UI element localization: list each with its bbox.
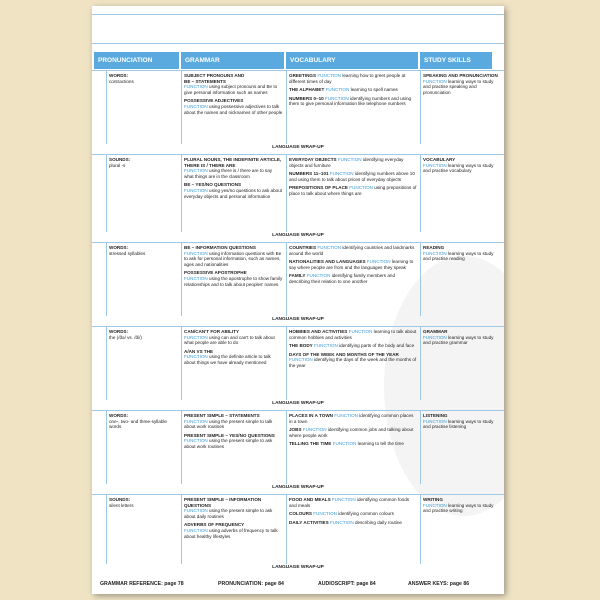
vocabulary-item-title: COLOURS <box>289 511 312 517</box>
grammar-item-text: using subject pronouns and Be to give personal information such as names <box>184 84 278 95</box>
grammar-item <box>184 522 283 539</box>
grammar-item-text: using there is / there are to say what things are in the classroom <box>184 168 273 179</box>
pronunciation-cell <box>106 242 180 262</box>
function-label: FUNCTION <box>313 511 337 517</box>
vocabulary-item-text: identifying common jobs and talking about where people work <box>289 427 414 438</box>
function-label: FUNCTION <box>329 519 354 525</box>
pronunciation-sub: plural -s <box>109 162 126 168</box>
language-wrap-up: LANGUAGE WRAP-UP <box>272 317 324 322</box>
grammar-item-title-line2: BE – STATEMENTS <box>184 78 226 84</box>
vocabulary-item <box>289 273 417 284</box>
vocabulary-item-text: learning to talk about common hobbies and activities <box>289 329 417 340</box>
function-label: FUNCTION <box>349 185 373 191</box>
language-wrap-up: LANGUAGE WRAP-UP <box>272 485 324 490</box>
vocabulary-item-title: THE BODY <box>289 343 313 349</box>
function-label: FUNCTION <box>423 78 447 84</box>
study-skill-title: SPEAKING AND PRONUNCIATION <box>423 73 498 78</box>
grammar-item <box>184 329 283 346</box>
language-wrap-up: LANGUAGE WRAP-UP <box>272 145 324 150</box>
function-label: FUNCTION <box>325 95 349 101</box>
language-wrap-up: LANGUAGE WRAP-UP <box>272 233 324 238</box>
footer-grammar-reference: GRAMMAR REFERENCE: page 78 <box>100 581 184 587</box>
grammar-item-title: ADVERBS OF FREQUENCY <box>184 522 245 528</box>
grammar-item <box>184 157 283 179</box>
study-skill-title: GRAMMAR <box>423 329 448 334</box>
study-skill-title: LISTENING <box>423 413 448 418</box>
vocabulary-item-title: HOBBIES AND ACTIVITIES <box>289 329 348 334</box>
function-label: FUNCTION <box>184 334 208 340</box>
vocabulary-item-text: using prepositions of place to talk about where things are <box>289 185 417 196</box>
vocabulary-item-text: describing daily routine <box>354 519 402 525</box>
pronunciation-cell <box>106 410 180 436</box>
pronunciation-sub: one-, two- and three-syllable words <box>109 418 167 430</box>
top-banner-box <box>92 14 504 44</box>
grammar-item-title: POSSESSIVE ADJECTIVES <box>184 98 244 104</box>
header-grammar: GRAMMAR <box>181 52 284 69</box>
study-skill-text: learning ways to study and practise writing <box>423 502 494 514</box>
pronunciation-head: SOUNDS: <box>109 497 131 502</box>
pronunciation-sub: contractions <box>109 78 134 84</box>
pronunciation-cell <box>106 70 180 90</box>
vocabulary-item-title: NUMBERS 0–10 <box>289 95 324 101</box>
vocabulary-item <box>289 171 417 182</box>
function-label: FUNCTION <box>184 438 208 444</box>
vocabulary-item <box>289 245 417 256</box>
vocabulary-item <box>289 73 417 84</box>
vocabulary-item <box>289 427 417 438</box>
pronunciation-cell <box>106 154 180 174</box>
function-label: FUNCTION <box>289 357 313 363</box>
language-wrap-up: LANGUAGE WRAP-UP <box>272 565 324 570</box>
function-label: FUNCTION <box>337 157 362 162</box>
vocabulary-item <box>289 511 417 517</box>
grammar-item-text: using information questions with Be to ask for personal information, such as names, ages and nationalities <box>184 250 282 267</box>
vocabulary-item-text: identifying family members and describing their relation to one another <box>289 273 396 284</box>
grammar-item <box>184 433 283 450</box>
study-skill-text: learning ways to study and practise speaking and pronunciation <box>423 78 494 95</box>
study-skill-cell <box>420 494 504 517</box>
vocabulary-cell <box>286 242 420 291</box>
grammar-item <box>184 497 283 519</box>
function-label: FUNCTION <box>184 354 208 360</box>
function-label: FUNCTION <box>317 73 342 78</box>
vocabulary-item-text: identifying numbers and using them to give personal information like telephone numbers <box>289 95 412 107</box>
function-label: FUNCTION <box>306 273 331 279</box>
vocabulary-item-text: identifying the days of the week and the months of the year <box>289 357 417 368</box>
grammar-item-text: using the present simple to ask about daily routines <box>184 508 273 519</box>
study-skill-text: learning ways to study and practise vocabulary <box>423 162 494 174</box>
grammar-item-text: using the present simple to talk about work routines <box>184 418 273 430</box>
grammar-cell <box>181 242 286 293</box>
vocabulary-cell <box>286 410 420 453</box>
grammar-item <box>184 413 283 430</box>
vocabulary-item-title: TELLING THE TIME <box>289 441 332 447</box>
grammar-item <box>184 98 283 115</box>
function-label: FUNCTION <box>184 418 208 424</box>
vocabulary-item-text: learning to tell the time <box>357 441 404 447</box>
vocabulary-item-title: EVERYDAY OBJECTS <box>289 157 337 162</box>
function-label: FUNCTION <box>329 171 354 177</box>
function-label: FUNCTION <box>314 343 338 349</box>
study-skill-cell <box>420 410 504 433</box>
function-label: FUNCTION <box>331 497 356 502</box>
grammar-item-text: using can and can't to talk about what people are able to do <box>184 334 275 346</box>
vocabulary-item-title: FOOD AND MEALS <box>289 497 331 502</box>
vocabulary-item-text: identifying common places in a town <box>289 413 414 424</box>
vocabulary-item <box>289 520 417 526</box>
vocabulary-item-title: THE ALPHABET <box>289 87 325 93</box>
vocabulary-item <box>289 497 417 508</box>
language-wrap-up: LANGUAGE WRAP-UP <box>272 401 324 406</box>
vocabulary-item-text: identifying numbers above 10 and using them to talk about prices of everyday objects <box>289 171 415 182</box>
vocabulary-item <box>289 441 417 447</box>
function-label: FUNCTION <box>184 275 208 281</box>
vocabulary-item-text: learning to spell names <box>350 87 398 93</box>
vocabulary-item-title: GREETINGS <box>289 73 317 78</box>
vocabulary-item-title: NATIONALITIES AND LANGUAGES <box>289 259 366 265</box>
vocabulary-item-text: identifying common foods and meals <box>289 497 410 508</box>
grammar-cell <box>181 326 286 372</box>
vocabulary-item-text: learning to say where people are from and the languages they speak <box>289 259 414 270</box>
vocabulary-item <box>289 96 417 107</box>
grammar-item <box>184 73 283 95</box>
grammar-item <box>184 270 283 287</box>
study-skill-cell <box>420 242 504 265</box>
vocabulary-item <box>289 329 417 340</box>
pronunciation-head: WORDS: <box>109 329 129 334</box>
vocabulary-item-text: identifying everyday objects and furniture <box>289 157 404 168</box>
pronunciation-sub: the (/ðə/ vs. /ði/) <box>109 334 142 340</box>
study-skill-text: learning ways to study and practise listening <box>423 418 494 430</box>
vocabulary-cell <box>286 326 420 375</box>
grammar-cell <box>181 70 286 121</box>
grammar-item-title: PRESENT SIMPLE – STATEMENTS <box>184 413 260 418</box>
grammar-item-title: PLURAL NOUNS, THE INDEFINITE ARTICLE, THERE IS / THERE ARE <box>184 157 282 168</box>
vocabulary-item <box>289 343 417 349</box>
function-label: FUNCTION <box>184 527 208 533</box>
pronunciation-head: WORDS: <box>109 413 129 418</box>
vocabulary-cell <box>286 70 420 113</box>
function-label: FUNCTION <box>302 427 327 433</box>
study-skill-text: learning ways to study and practise grammar <box>423 334 494 346</box>
function-label: FUNCTION <box>423 162 447 168</box>
vocabulary-item <box>289 259 417 270</box>
pronunciation-cell <box>106 494 180 514</box>
grammar-item-text: using yes/no questions to ask about everyday objects and personal information <box>184 187 283 199</box>
vocabulary-item <box>289 185 417 196</box>
grammar-item-title: POSSESSIVE APOSTROPHE <box>184 270 247 276</box>
function-label: FUNCTION <box>423 418 447 424</box>
function-label: FUNCTION <box>423 502 447 508</box>
function-label: FUNCTION <box>184 84 208 90</box>
vocabulary-cell <box>286 154 420 203</box>
function-label: FUNCTION <box>325 87 350 93</box>
pronunciation-sub: silent letters <box>109 502 134 508</box>
grammar-item-text: using the apostrophe to show family relationships and to talk about peoples' names <box>184 275 283 287</box>
vocabulary-item-title: JOBS <box>289 427 302 433</box>
background-watermark <box>384 256 504 516</box>
vocabulary-item-text: identifying common colours <box>338 511 394 517</box>
grammar-item-title: BE – INFORMATION QUESTIONS <box>184 245 256 250</box>
vocabulary-item-text: identifying parts of the body and face <box>339 343 415 349</box>
function-label: FUNCTION <box>184 250 208 256</box>
vocabulary-item-title: COUNTRIES <box>289 245 317 250</box>
function-label: FUNCTION <box>366 259 391 265</box>
function-label: FUNCTION <box>184 187 208 193</box>
study-skill-title: READING <box>423 245 445 250</box>
function-label: FUNCTION <box>184 508 208 514</box>
grammar-item-title: A/AN VS THE <box>184 348 214 354</box>
pronunciation-head: WORDS: <box>109 245 129 250</box>
vocabulary-item-title: PLACES IN A TOWN <box>289 413 333 418</box>
function-label: FUNCTION <box>348 329 373 334</box>
study-skill-cell <box>420 154 504 177</box>
grammar-item-text: using possessive adjectives to talk about the names and nicknames of other people <box>184 103 283 115</box>
function-label: FUNCTION <box>184 168 208 174</box>
vocabulary-item-title: DAILY ACTIVITIES <box>289 519 329 525</box>
vocabulary-item-text: learning how to greet people at different times of day <box>289 73 406 84</box>
pronunciation-cell <box>106 326 180 346</box>
study-skill-title: VOCABULARY <box>423 157 456 162</box>
study-skill-text: learning ways to study and practise reading <box>423 250 494 262</box>
study-skill-cell <box>420 70 504 98</box>
vocabulary-item-title: FAMILY <box>289 273 306 279</box>
function-label: FUNCTION <box>334 413 358 418</box>
vocabulary-item-title: NUMBERS 11–101 <box>289 171 329 177</box>
function-label: FUNCTION <box>423 250 447 256</box>
header-vocabulary: VOCABULARY <box>286 52 418 69</box>
study-skill-title: WRITING <box>423 497 443 502</box>
grammar-cell <box>181 410 286 456</box>
grammar-item-text: using the definite article to talk about things we have already mentioned <box>184 354 271 365</box>
grammar-item-text: using the present simple to ask about work routines <box>184 438 273 449</box>
grammar-item-title: SUBJECT PRONOUNS AND <box>184 73 245 78</box>
pronunciation-head: WORDS: <box>109 73 129 78</box>
grammar-item-title: CAN/CAN'T FOR ABILITY <box>184 329 240 334</box>
grammar-cell <box>181 494 286 545</box>
footer-audioscript: AUDIOSCRIPT: page 84 <box>318 581 376 587</box>
header-pronunciation: PRONUNCIATION <box>94 52 179 69</box>
function-label: FUNCTION <box>184 103 208 109</box>
vocabulary-item <box>289 87 417 93</box>
vocabulary-item-title: DAYS OF THE WEEK AND MONTHS OF THE YEAR <box>289 351 399 357</box>
footer-pronunciation: PRONUNCIATION: page 84 <box>218 581 284 587</box>
function-label: FUNCTION <box>423 334 447 340</box>
function-label: FUNCTION <box>332 441 357 447</box>
grammar-item-title: PRESENT SIMPLE – INFORMATION QUESTIONS <box>184 497 262 508</box>
grammar-item-title: PRESENT SIMPLE – YES/NO QUESTIONS <box>184 432 275 438</box>
vocabulary-item-title: PREPOSITIONS OF PLACE <box>289 185 348 191</box>
vocabulary-item <box>289 352 417 369</box>
pronunciation-sub: stressed syllables <box>109 250 146 256</box>
vocabulary-item <box>289 413 417 424</box>
grammar-item-text: using adverbs of frequency to talk about healthy lifestyles <box>184 527 278 539</box>
grammar-item <box>184 182 283 199</box>
book-page <box>92 6 504 594</box>
study-skill-cell <box>420 326 504 349</box>
vocabulary-item <box>289 157 417 168</box>
grammar-item <box>184 245 283 267</box>
header-study-skills: STUDY SKILLS <box>420 52 492 69</box>
vocabulary-cell <box>286 494 420 531</box>
footer-answer-keys: ANSWER KEYS: page 86 <box>408 581 470 587</box>
function-label: FUNCTION <box>317 245 342 250</box>
vocabulary-item-text: identifying countries and landmarks around the world <box>289 245 415 256</box>
grammar-cell <box>181 154 286 205</box>
grammar-item-title: BE – YES/NO QUESTIONS <box>184 182 242 188</box>
pronunciation-head: SOUNDS: <box>109 157 131 162</box>
grammar-item <box>184 349 283 366</box>
